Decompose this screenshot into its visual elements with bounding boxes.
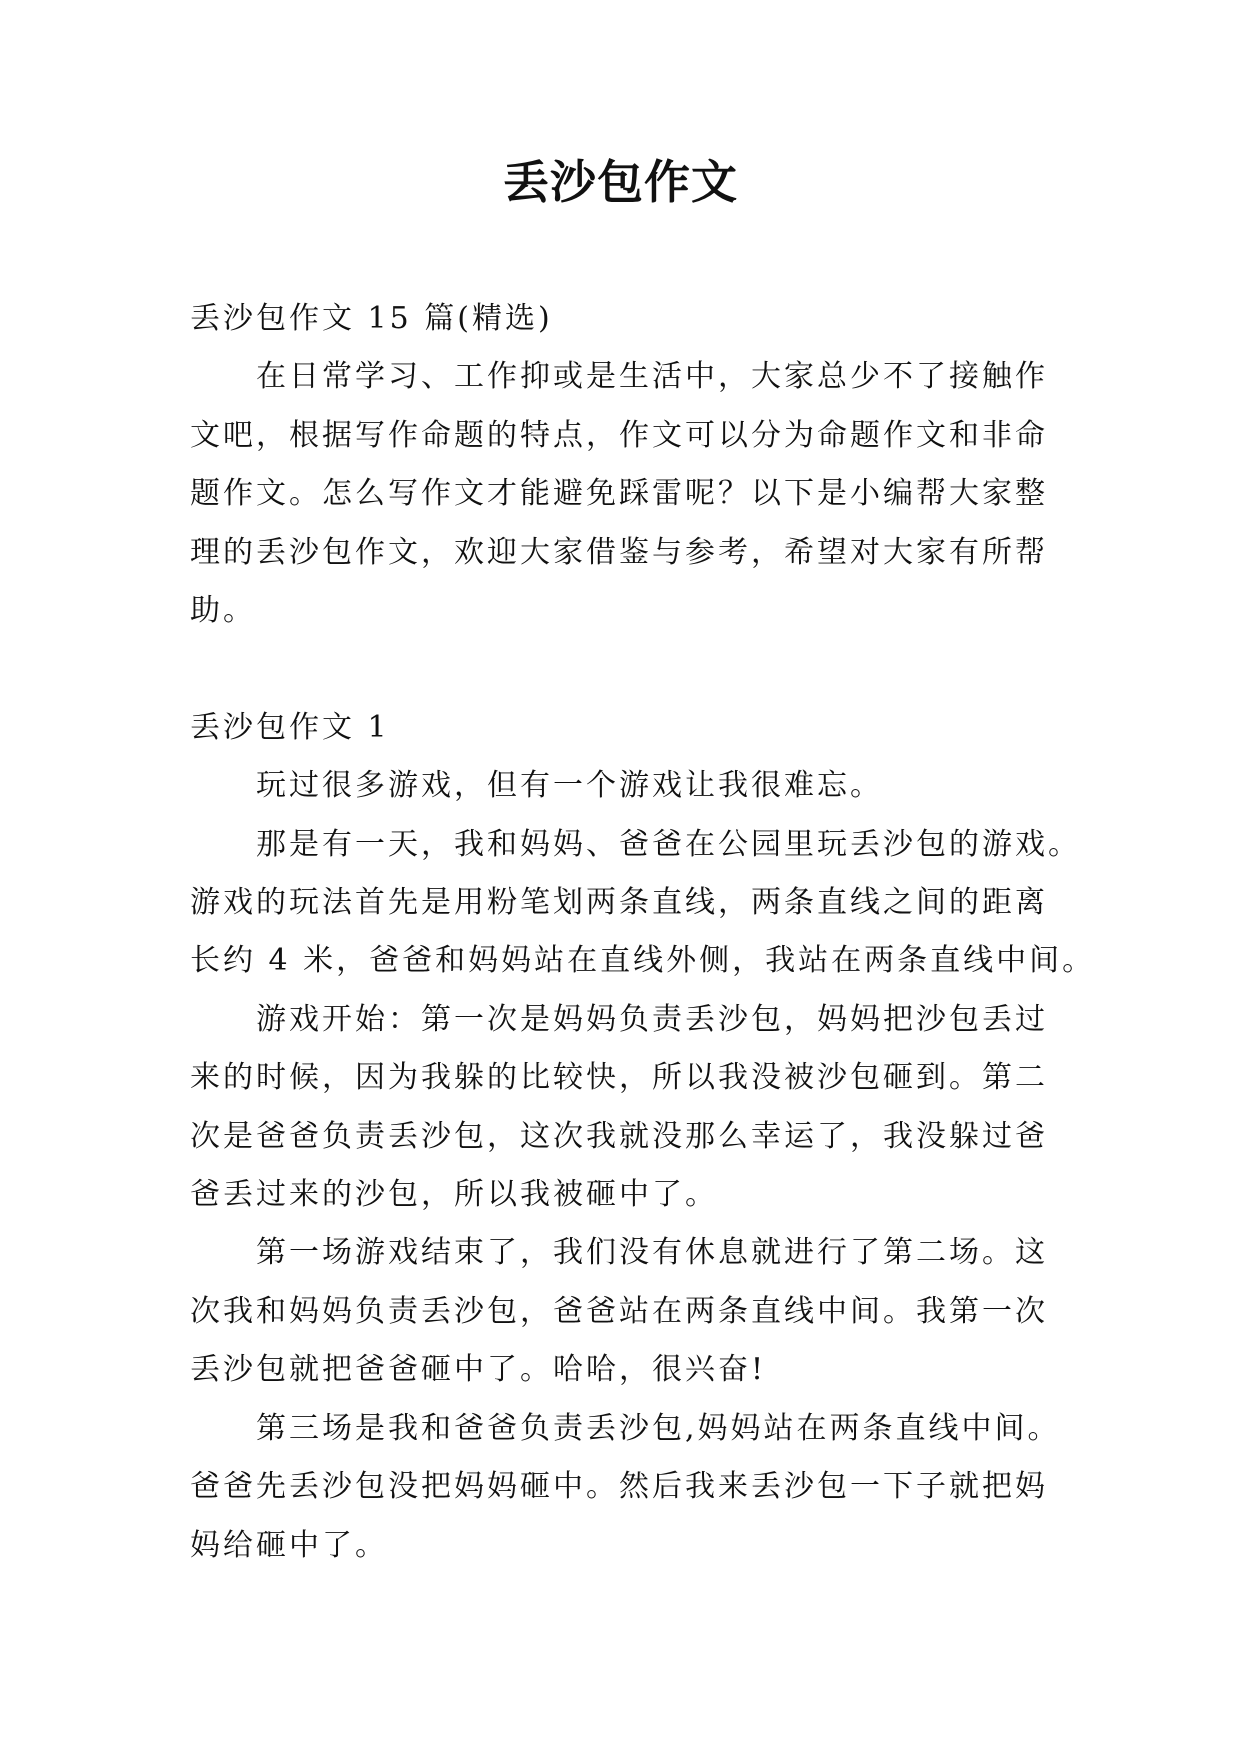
essay-line: 爸丢过来的沙包，所以我被砸中了。 — [190, 1177, 718, 1213]
essay-line: 第一场游戏结束了，我们没有休息就进行了第二场。这 — [256, 1235, 1048, 1271]
essay-line: 第三场是我和爸爸负责丢沙包,妈妈站在两条直线中间。 — [256, 1410, 1061, 1446]
essay-line: 玩过很多游戏，但有一个游戏让我很难忘。 — [256, 768, 883, 804]
intro-line: 文吧，根据写作命题的特点，作文可以分为命题作文和非命 — [190, 417, 1048, 453]
essay-line: 游戏开始：第一次是妈妈负责丢沙包，妈妈把沙包丢过 — [256, 1001, 1048, 1037]
essay-line: 那是有一天，我和妈妈、爸爸在公园里玩丢沙包的游戏。 — [256, 826, 1081, 862]
essay-line: 长约 4 米，爸爸和妈妈站在直线外侧，我站在两条直线中间。 — [190, 943, 1096, 979]
essay-line: 丢沙包就把爸爸砸中了。哈哈，很兴奋! — [190, 1352, 767, 1388]
document-body — [190, 290, 1096, 1575]
section-heading: 丢沙包作文 1 — [190, 709, 390, 745]
essay-line: 次是爸爸负责丢沙包，这次我就没那么幸运了，我没躲过爸 — [190, 1118, 1048, 1154]
essay-line: 爸爸先丢沙包没把妈妈砸中。然后我来丢沙包一下子就把妈 — [190, 1469, 1048, 1505]
intro-line: 理的丢沙包作文，欢迎大家借鉴与参考，希望对大家有所帮 — [190, 534, 1048, 570]
document-subtitle: 丢沙包作文 15 篇(精选) — [190, 301, 553, 336]
paragraph-gap — [190, 640, 1052, 698]
essay-line: 次我和妈妈负责丢沙包，爸爸站在两条直线中间。我第一次 — [190, 1293, 1048, 1329]
intro-line: 助。 — [190, 593, 256, 629]
essay-line: 游戏的玩法首先是用粉笔划两条直线，两条直线之间的距离 — [190, 885, 1048, 921]
intro-line: 题作文。怎么写作文才能避免踩雷呢？以下是小编帮大家整 — [190, 476, 1048, 512]
essay-line: 来的时候，因为我躲的比较快，所以我没被沙包砸到。第二 — [190, 1060, 1048, 1096]
intro-line: 在日常学习、工作抑或是生活中，大家总少不了接触作 — [256, 359, 1048, 395]
essay-line: 妈给砸中了。 — [190, 1527, 388, 1563]
document-title: 丢沙包作文 — [503, 155, 738, 209]
